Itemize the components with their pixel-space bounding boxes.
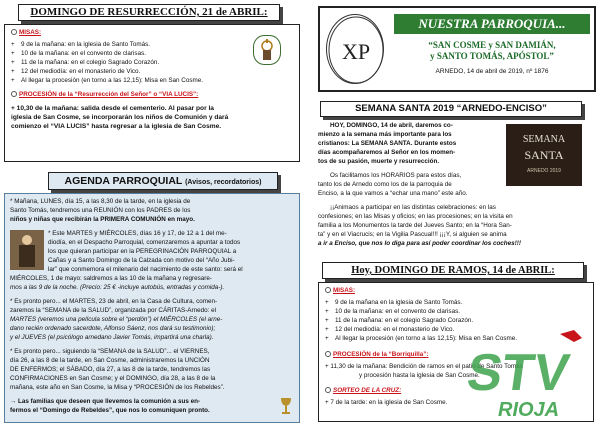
semana-content — [318, 122, 596, 272]
parish-name-line1: “SAN COSME y SAN DAMIÁN, — [428, 40, 556, 50]
text-line: fermos el “Domingo de Rebeldes”, que nos lo comuniquen pronto. — [10, 407, 210, 414]
list-item: + 9 de la mañana: en la iglesia de Santo Tomás. — [11, 41, 151, 48]
text-line: ta” y en el Viacrucis; en la Vigilia Pascual!!! ¡¡¡Y, si alguien se anima — [318, 231, 507, 238]
svg-text:XP: XP — [341, 39, 371, 64]
text-line: * Este MARTES y MIÉRCOLES, días 16 y 17, de 12 a 1 del me- — [48, 230, 227, 237]
resurrection-emblem-icon — [253, 35, 281, 65]
text-line: y procesión hasta la iglesia de San Cosme. — [359, 372, 480, 379]
text-line: familia a los Monumentos la tarde del Jueves Santo; en la “Hora San- — [318, 222, 512, 229]
semana-title: SEMANA SANTA 2019 “ARNEDO-ENCISO” — [320, 101, 582, 117]
text-line: día 26, a las 8 de la tarde, en San Cosme, administraremos la UNCIÓN — [10, 357, 210, 364]
ramos-title: Hoy, DOMINGO DE RAMOS, 14 de ABRIL: — [322, 262, 584, 279]
text-line: → Las familias que deseen que llevemos la comunión a sus en- — [10, 398, 201, 405]
svg-text:STV: STV — [468, 344, 573, 402]
issue-line: ARNEDO, 14 de abril de 2019, nº 1876 — [435, 68, 549, 75]
list-item: + Al llegar la procesión (en torno a las 12,15): Misa en San Cosme. — [325, 335, 518, 342]
text-line: DE ENFERMOS; el SÁBADO, día 27, a las 8 de la tarde, tendremos las — [10, 366, 211, 373]
masthead — [318, 6, 596, 92]
text-line: mienzo a la semana más importante para los — [318, 131, 452, 138]
gear-icon — [325, 351, 331, 357]
gear-icon — [325, 387, 331, 393]
masthead-title: NUESTRA PARROQUIA... — [394, 14, 590, 34]
list-item: + 11 de la mañana: en el colegio Sagrado Corazón. — [325, 317, 474, 324]
text-line: tanto los de Arnedo como los de la parroquia de — [318, 181, 452, 188]
parish-name — [390, 40, 594, 62]
stv-rioja-logo — [468, 328, 588, 424]
resurreccion-title: DOMINGO DE RESURRECCIÓN, 21 de ABRIL: — [18, 4, 280, 21]
poster-line2: SANTA — [524, 148, 564, 162]
svg-text:RIOJA: RIOJA — [498, 399, 560, 421]
gear-icon — [325, 287, 331, 293]
text-line: HOY, DOMINGO, 14 de abril, daremos co- — [330, 122, 453, 129]
list-item: + 10 de la mañana: en el convento de clarisas. — [11, 50, 146, 57]
text-line: + 7 de la tarde: en la iglesia de San Cosme. — [325, 399, 448, 406]
procesion-heading: PROCESIÓN de la “Resurrección del Señor” o “VIA LUCIS”: — [11, 91, 198, 98]
list-item: + 11 de la mañana: en el colegio Sagrado Corazón. — [11, 59, 160, 66]
text-line: días acompañaremos al Señor en los momen- — [318, 149, 456, 156]
gear-icon — [11, 91, 17, 97]
text-line: a ir a Enciso, que nos lo diga para así poder coordinar los coches!!! — [318, 240, 521, 247]
semana-santa-poster — [506, 124, 582, 186]
text-line: niños y niñas que recibirán la PRIMERA COMUNIÓN en mayo. — [10, 216, 195, 223]
text-line: dano recién ordenado sacerdote, Alfonso Sáenz, nos dará su testimonio); — [10, 325, 216, 332]
text-line: y el JUEVES (el psicólogo arnedano Javier Tomás, impartirá una charla). — [10, 334, 214, 341]
agenda-subtitle: (Avisos, recordatorios) — [185, 179, 262, 186]
text-line: diodía, en el Despacho Parroquial, comenzaremos a apuntar a todos — [48, 239, 241, 246]
parish-emblem-icon — [326, 14, 384, 84]
text-line: MARTES (veremos una película sobre el “perdón”) el MIÉRCOLES (el arne- — [10, 316, 223, 323]
poster-line1: SEMANA — [522, 134, 566, 145]
text-line: * Es pronto pero... el MARTES, 23 de abril, en la Casa de Cultura, comen- — [10, 298, 218, 305]
agenda-title: AGENDA PARROQUIAL (Avisos, recordatorios) — [48, 172, 278, 190]
text-line: + 10,30 de la mañana: salida desde el cementerio. Al pasar por la — [11, 105, 214, 112]
list-item: + 9 de la mañana en la iglesia de Santo Tomás. — [325, 299, 463, 306]
list-item: + Al llegar la procesión (en torno a las 12,15): Misa en San Cosme. — [11, 77, 204, 84]
text-line: tos de su pasión, muerte y resurrección. — [318, 158, 440, 165]
agenda-box — [4, 193, 300, 423]
text-line: cristianos: La SEMANA SANTA. Durante estos — [318, 140, 457, 147]
list-item: + 12 del mediodía: en el monasterio de Vico. — [325, 326, 455, 333]
text-line: + 11,30 de la mañana: Bendición de ramos en el patio de Santo Tomás — [325, 363, 523, 370]
resurreccion-box — [4, 24, 300, 162]
misas-heading: MISAS: — [325, 287, 355, 294]
poster-line3: ARNEDO 2019 — [527, 168, 561, 174]
text-line: mañana, este año en San Cosme, la Misa y “PROCESIÓN de los Rebeldes”. — [10, 384, 225, 391]
text-line: Cañas y a Santo Domingo de la Calzada con motivo del “Año Jubi- — [48, 257, 235, 264]
list-item: + 12 del mediodía: en el monasterio de Vico. — [11, 68, 141, 75]
text-line: mos a las 9 de la noche. (Precio: 25 € -incluye autobús, entradas y comida-). — [10, 284, 225, 291]
sorteo-heading: SORTEO DE LA CRUZ: — [325, 387, 401, 394]
text-line: iglesia de San Cosme, se incorporarán los niños de Comunión y dará — [11, 114, 229, 121]
text-line: MIÉRCOLES, 1 de mayo: saldremos a las 10 de la mañana y regresare- — [10, 275, 212, 282]
saint-image — [10, 230, 44, 270]
text-line: ¡¡Animaos a participar en las distintas celebraciones: en las — [330, 204, 496, 211]
text-line: confesiones; en las Misas y oficios; en las procesiones; en la visita en — [318, 213, 513, 220]
chalice-icon — [278, 396, 294, 416]
text-line: Santo Tomás, tendremos una REUNIÓN con los PADRES de los — [10, 207, 191, 214]
text-line: los que quieran participar en la PEREGRINACIÓN PARROQUIAL a — [48, 248, 237, 255]
text-line: zaremos la “SEMANA de la SALUD”, organizada por CÁRITAS-Arnedo: el — [10, 307, 217, 314]
list-item: + 10 de la mañana: en el convento de clarisas. — [325, 308, 460, 315]
text-line: * Es pronto pero... siguiendo la “SEMANA de la SALUD”... el VIERNES, — [10, 348, 210, 355]
text-line: CONFIRMACIONES en San Cosme; y el DOMINGO, día 28, a las 8 de la — [10, 375, 216, 382]
text-line: comienzo el “VIA LUCIS” hasta regresar a la iglesia de San Cosme. — [11, 123, 222, 130]
procesion-heading: PROCESIÓN de la “Borriquilla”: — [325, 351, 429, 358]
text-line: * Mañana, LUNES, día 15, a las 8,30 de la tarde, en la iglesia de — [10, 198, 191, 205]
gear-icon — [11, 29, 17, 35]
text-line: Os facilitamos los HORARIOS para estos días, — [330, 172, 462, 179]
parish-name-line2: y SANTO TOMÁS, APÓSTOL” — [430, 51, 554, 61]
misas-heading: MISAS: — [11, 29, 41, 36]
text-line: lar” que conmemora el milenario del nacimiento de este santo: será el — [48, 266, 243, 273]
text-line: Enciso, a la que vamos a “echar una mano” este año. — [318, 190, 468, 197]
